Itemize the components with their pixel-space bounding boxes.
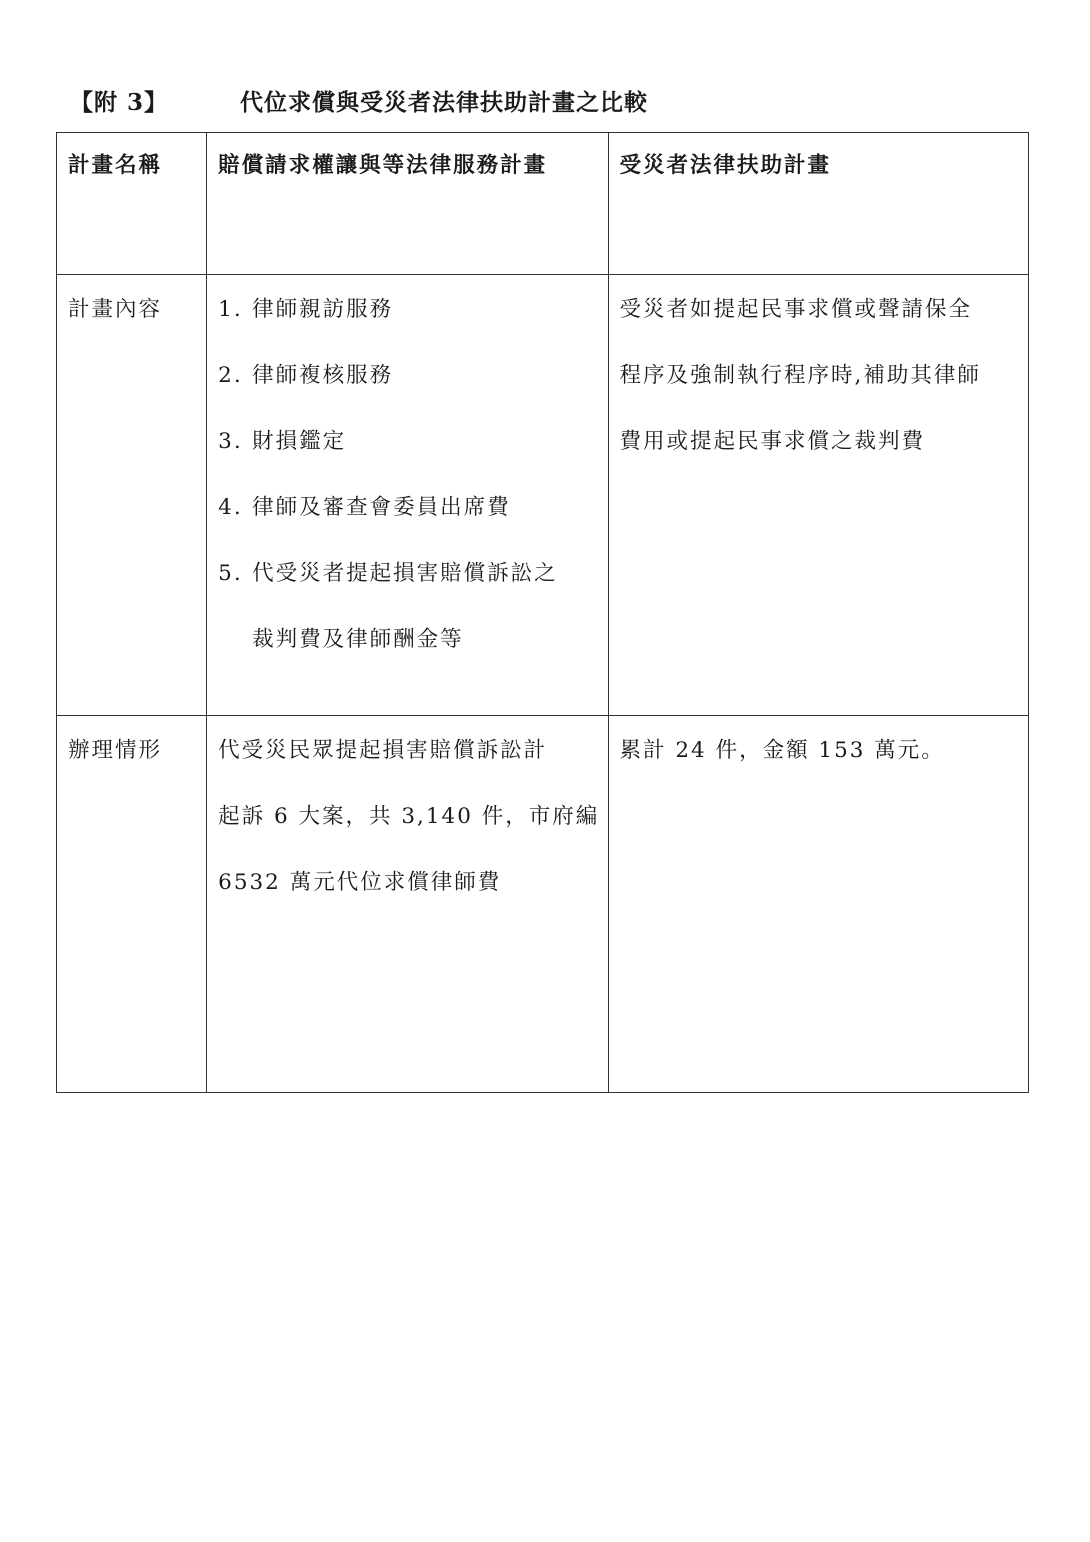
list-item-continuation: 裁判費及律師酬金等 bbox=[252, 627, 464, 652]
list-item: 2. 律師複核服務 bbox=[218, 363, 394, 388]
row-label-content bbox=[57, 275, 207, 716]
attachment-label: 【附 3】 bbox=[70, 89, 169, 116]
document-title: 代位求償與受災者法律扶助計畫之比較 bbox=[240, 89, 648, 116]
text-line: 6532 萬元代位求償律師費 bbox=[218, 870, 502, 895]
text-line: 起訴 6 大案，共 3,140 件，市府編 bbox=[218, 804, 600, 829]
list-item: 3. 財損鑑定 bbox=[218, 429, 347, 454]
row-label-text: 辦理情形 bbox=[68, 738, 163, 763]
text-line: 受災者如提起民事求償或聲請保全 bbox=[619, 297, 973, 322]
plan-b-status-cell bbox=[608, 716, 1028, 1093]
table-header-row bbox=[57, 133, 1029, 275]
row-label-text: 計畫內容 bbox=[68, 297, 163, 322]
text-line: 代受災民眾提起損害賠償訴訟計 bbox=[218, 738, 548, 763]
list-item: 1. 律師親訪服務 bbox=[218, 297, 394, 322]
plan-a-status-cell bbox=[207, 716, 608, 1093]
header-cell-plan-b: 受災者法律扶助計畫 bbox=[608, 133, 1028, 275]
list-item: 5. 代受災者提起損害賠償訴訟之 bbox=[218, 561, 558, 586]
table-row-content bbox=[57, 275, 1029, 716]
plan-b-content-cell bbox=[608, 275, 1028, 716]
list-item: 4. 律師及審查會委員出席費 bbox=[218, 495, 511, 520]
plan-a-content-cell bbox=[207, 275, 608, 716]
text-line: 程序及強制執行程序時,補助其律師 bbox=[619, 363, 981, 388]
comparison-table bbox=[56, 132, 1029, 1093]
text-line: 累計 24 件，金額 153 萬元。 bbox=[619, 738, 945, 763]
header-cell-plan-a: 賠償請求權讓與等法律服務計畫 bbox=[207, 133, 608, 275]
table-row-status bbox=[57, 716, 1029, 1093]
row-label-status bbox=[57, 716, 207, 1093]
header-cell-plan-name: 計畫名稱 bbox=[57, 133, 207, 275]
text-line: 費用或提起民事求償之裁判費 bbox=[619, 429, 926, 454]
